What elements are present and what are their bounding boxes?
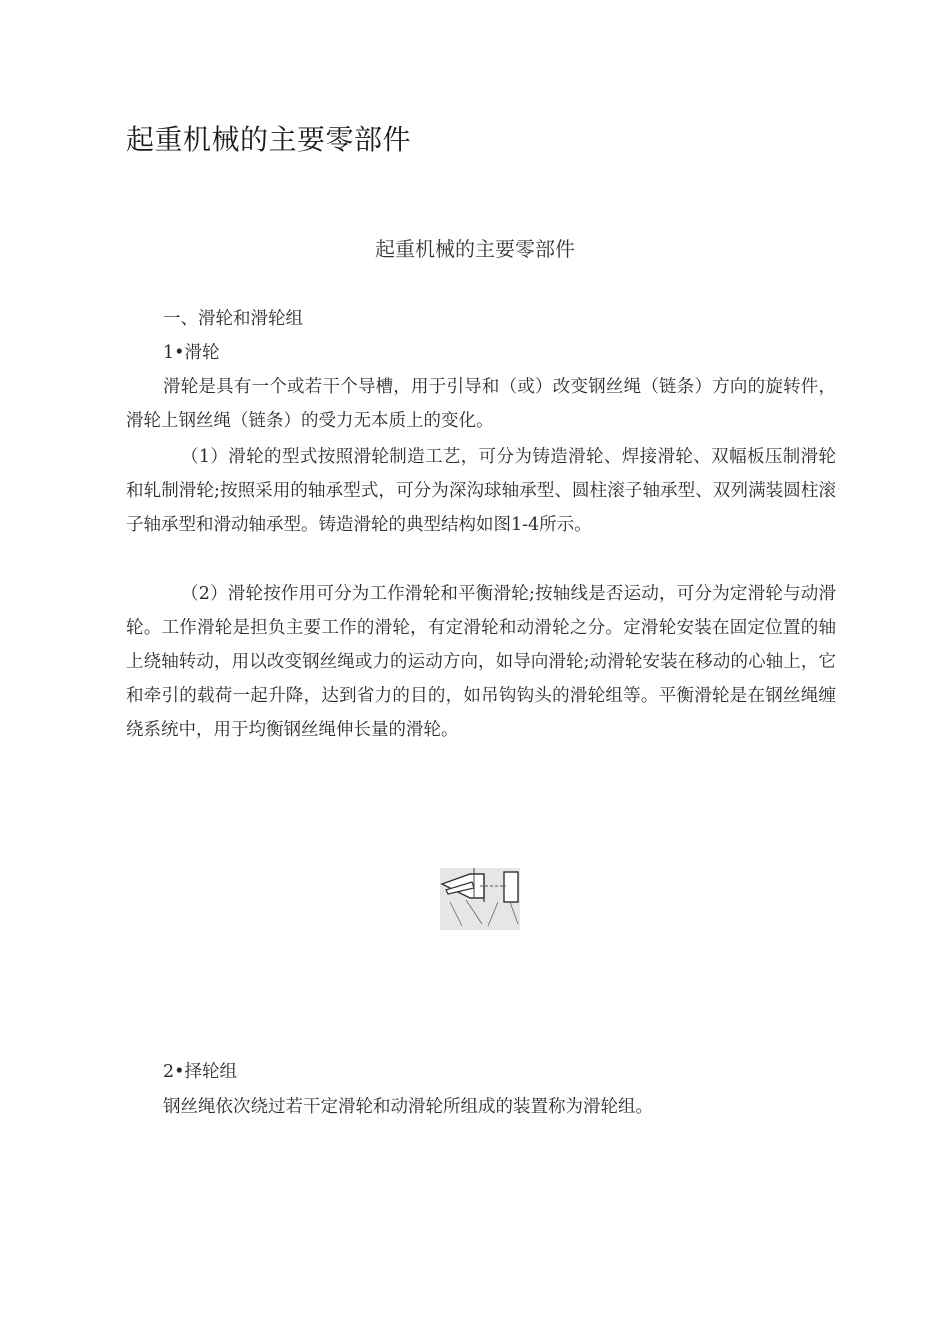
- paragraph-pulley-functions: （2）滑轮按作用可分为工作滑轮和平衡滑轮;按轴线是否运动，可分为定滑轮与动滑轮。工作滑轮是担负主要工作的滑轮，有定滑轮和动滑轮之分。定滑轮安装在固定位置的轴上绕轴转动，用以改变钢丝绳或力的运动方向，如导向滑轮;动滑轮安装在移动的心轴上，它和牵引的载荷一起升降，达到省力的目的，如吊钩钩头的滑轮组等。平衡滑轮是在钢丝绳缠绕系统中，用于均衡钢丝绳伸长量的滑轮。: [126, 584, 836, 740]
- article-title: 起重机械的主要零部件: [375, 237, 575, 261]
- pulley-structure-figure: [440, 868, 520, 930]
- subsection-heading-pulley-block: 2•择轮组: [163, 1062, 237, 1082]
- section-heading-pulleys: 一、滑轮和滑轮组: [163, 309, 303, 329]
- subsection-heading-pulley: 1•滑轮: [163, 343, 220, 363]
- paragraph-pulley-types: （1）滑轮的型式按照滑轮制造工艺，可分为铸造滑轮、焊接滑轮、双幅板压制滑轮和轧制滑轮;按照采用的轴承型式，可分为深沟球轴承型、圆柱滚子轴承型、双列满装圆柱滚子轴承型和滑动轴承型。铸造滑轮的典型结构如图1-4所示。: [126, 447, 836, 535]
- page-title: 起重机械的主要零部件: [126, 123, 412, 156]
- pulley-drawing: [440, 868, 520, 930]
- paragraph-pulley-block-definition: 钢丝绳依次绕过若干定滑轮和动滑轮所组成的装置称为滑轮组。: [163, 1097, 653, 1117]
- paragraph-pulley-definition: 滑轮是具有一个或若干个导槽，用于引导和（或）改变钢丝绳（链条）方向的旋转件，滑轮上钢丝绳（链条）的受力无本质上的变化。: [126, 377, 836, 431]
